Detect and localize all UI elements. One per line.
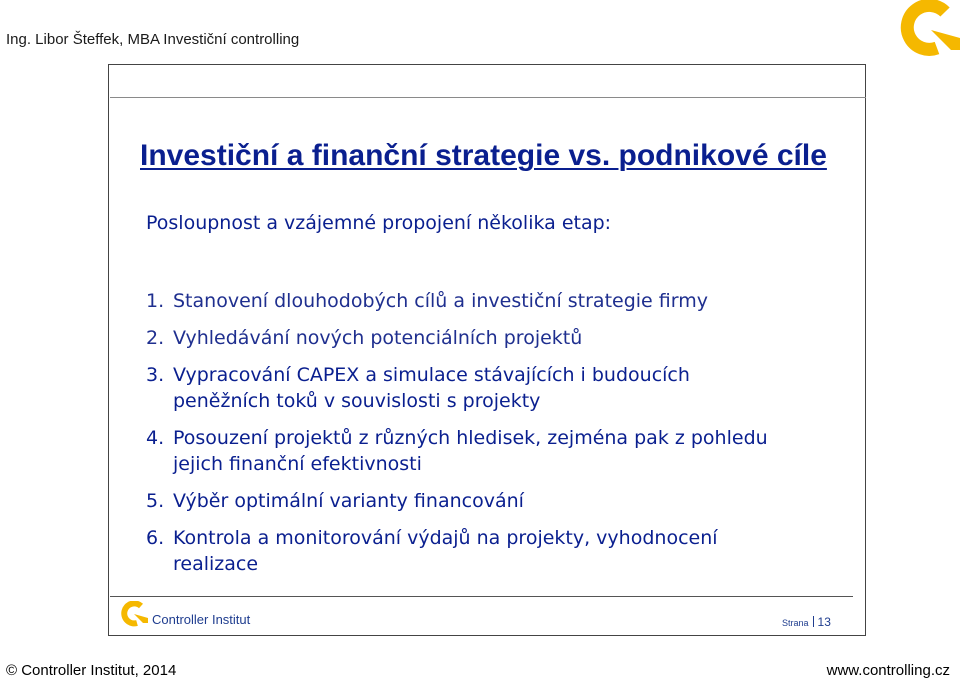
list-item [146, 325, 846, 351]
step-text: Stanovení dlouhodobých cílů a investiční strategie firmy [173, 290, 708, 312]
list-item [146, 525, 846, 577]
step-number: 2. [146, 327, 165, 349]
step-text: Vyhledávání nových potenciálních projektů [173, 327, 583, 349]
step-number: 5. [146, 490, 165, 512]
steps-list [146, 288, 846, 588]
page-indicator [782, 613, 831, 631]
page-separator [813, 616, 814, 627]
slide-title: Investiční a finanční strategie vs. podnikové cíle [140, 139, 827, 172]
step-text: Kontrola a monitorování výdajů na projekty, vyhodnocení realizace [173, 527, 718, 575]
slide-footer-brand: Controller Institut [152, 612, 251, 627]
step-number: 3. [146, 364, 165, 386]
footer-website-link[interactable]: www.controlling.cz [826, 662, 950, 679]
step-number: 6. [146, 527, 165, 549]
controller-institut-small-logo-icon [118, 601, 148, 627]
slide-footer-divider [110, 596, 853, 597]
step-text: Výběr optimální varianty financování [173, 490, 524, 512]
step-number: 4. [146, 427, 165, 449]
step-text: Posouzení projektů z různých hledisek, zejména pak z pohledu jejich finanční efektivnosti [173, 427, 768, 475]
slide-intro: Posloupnost a vzájemné propojení několika etap: [146, 212, 612, 234]
step-number: 1. [146, 290, 165, 312]
footer-copyright: © Controller Institut, 2014 [6, 662, 177, 679]
step-text: Vypracování CAPEX a simulace stávajících i budoucích peněžních toků v souvislosti s projekty [173, 364, 690, 412]
list-item [146, 288, 846, 314]
slide-top-divider [110, 97, 866, 98]
page-label: Strana [782, 618, 809, 628]
list-item [146, 488, 846, 514]
controller-institut-logo-icon [893, 0, 960, 56]
list-item [146, 362, 846, 414]
list-item [146, 425, 846, 477]
page-number: 13 [817, 615, 831, 629]
header-author-line: Ing. Libor Šteffek, MBA Investiční controlling [6, 31, 300, 48]
